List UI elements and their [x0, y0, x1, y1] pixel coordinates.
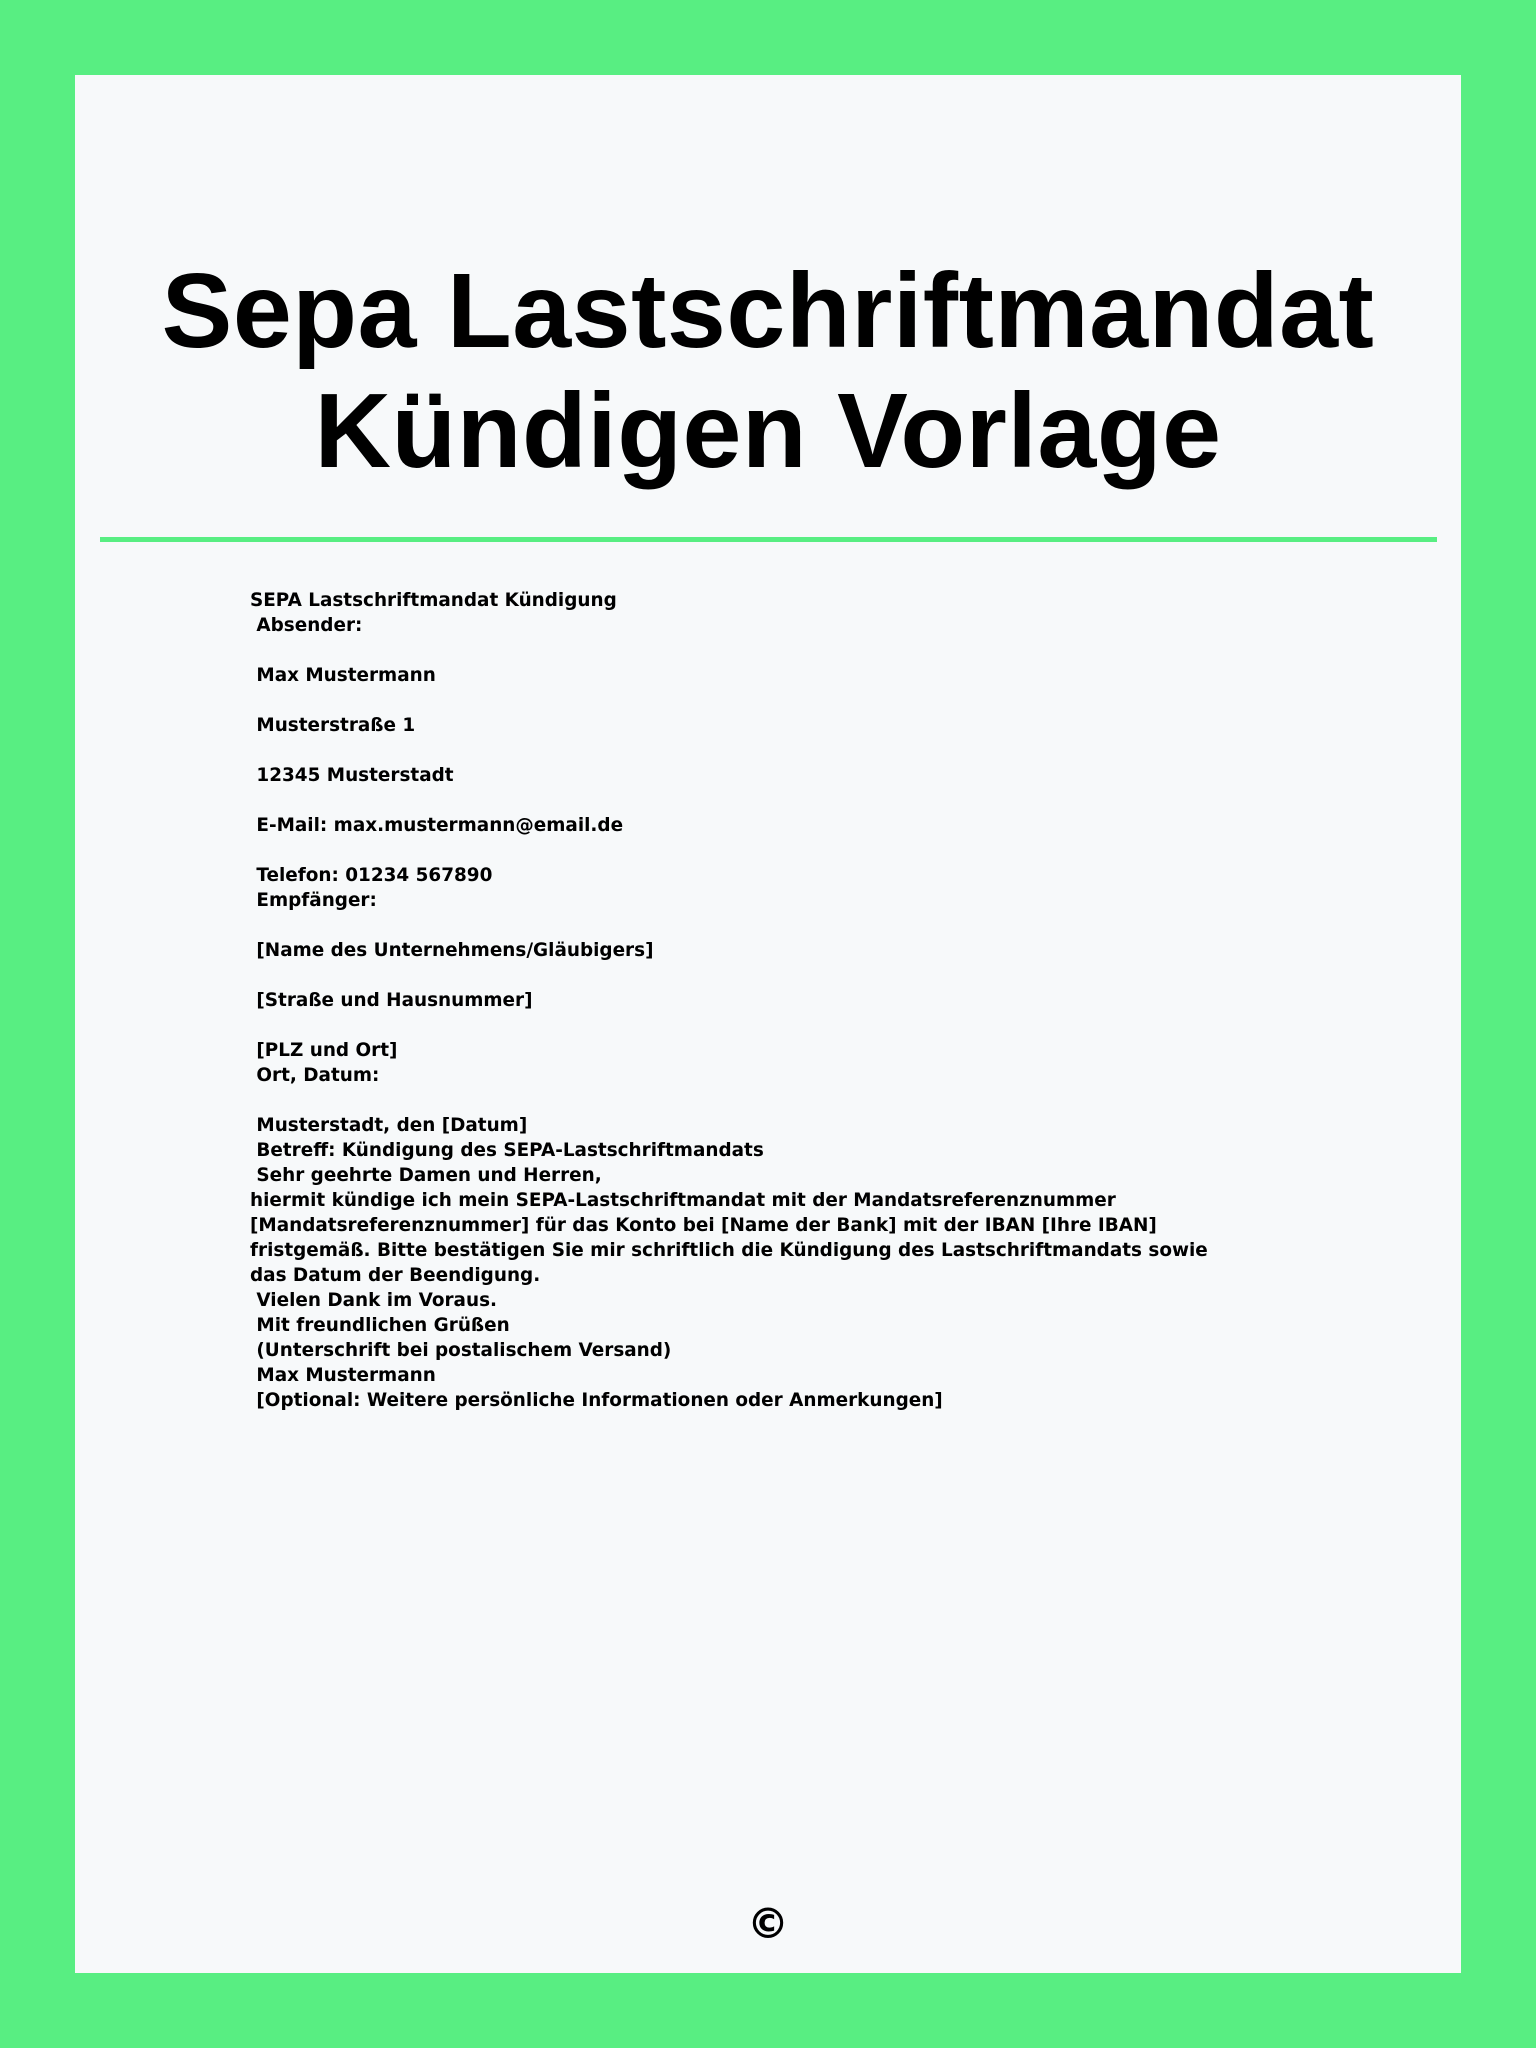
- signature-name: Max Mustermann: [250, 1365, 436, 1386]
- title-line-2: Kündigen Vorlage: [314, 372, 1222, 490]
- document-title: [75, 251, 1461, 491]
- place-date-label: Ort, Datum:: [250, 1065, 380, 1086]
- blank-line: [250, 738, 1250, 763]
- copyright-icon: ©: [747, 1899, 789, 1948]
- sender-label: Absender:: [250, 615, 363, 636]
- blank-line: [250, 688, 1250, 713]
- sender-name: Max Mustermann: [250, 665, 436, 686]
- letter-body: [250, 588, 1250, 1413]
- body-paragraph: hiermit kündige ich mein SEPA-Lastschriftmandat mit der Mandatsreferenznummer [Mandatsreferenznummer] für das Konto bei [Name der Bank] mit der IBAN [Ihre IBAN] fristgemäß. Bitte bestätigen Sie mir schriftlich die Kündigung des Lastschriftmandats sowie das Datum der Beendigung.: [250, 1190, 1208, 1286]
- blank-line: [250, 788, 1250, 813]
- blank-line: [250, 1088, 1250, 1113]
- sender-phone: Telefon: 01234 567890: [250, 865, 493, 886]
- sender-street: Musterstraße 1: [250, 715, 416, 736]
- recipient-label: Empfänger:: [250, 890, 377, 911]
- salutation: Sehr geehrte Damen und Herren,: [250, 1165, 602, 1186]
- blank-line: [250, 963, 1250, 988]
- blank-line: [250, 1013, 1250, 1038]
- recipient-city: [PLZ und Ort]: [250, 1040, 398, 1061]
- blank-line: [250, 838, 1250, 863]
- recipient-name: [Name des Unternehmens/Gläubigers]: [250, 940, 654, 961]
- title-line-1: Sepa Lastschriftmandat: [161, 252, 1375, 370]
- blank-line: [250, 913, 1250, 938]
- recipient-street: [Straße und Hausnummer]: [250, 990, 533, 1011]
- document-page: [75, 75, 1461, 1973]
- subject-line: Betreff: Kündigung des SEPA-Lastschriftmandats: [250, 1140, 764, 1161]
- thanks-line: Vielen Dank im Voraus.: [250, 1290, 497, 1311]
- letter-heading: SEPA Lastschriftmandat Kündigung: [250, 590, 617, 611]
- closing-line: Mit freundlichen Grüßen: [250, 1315, 510, 1336]
- title-divider: [100, 537, 1437, 542]
- signature-note: (Unterschrift bei postalischem Versand): [250, 1340, 672, 1361]
- sender-email: E-Mail: max.mustermann@email.de: [250, 815, 624, 836]
- blank-line: [250, 638, 1250, 663]
- place-date: Musterstadt, den [Datum]: [250, 1115, 528, 1136]
- optional-note: [Optional: Weitere persönliche Informationen oder Anmerkungen]: [250, 1390, 943, 1411]
- sender-city: 12345 Musterstadt: [250, 765, 454, 786]
